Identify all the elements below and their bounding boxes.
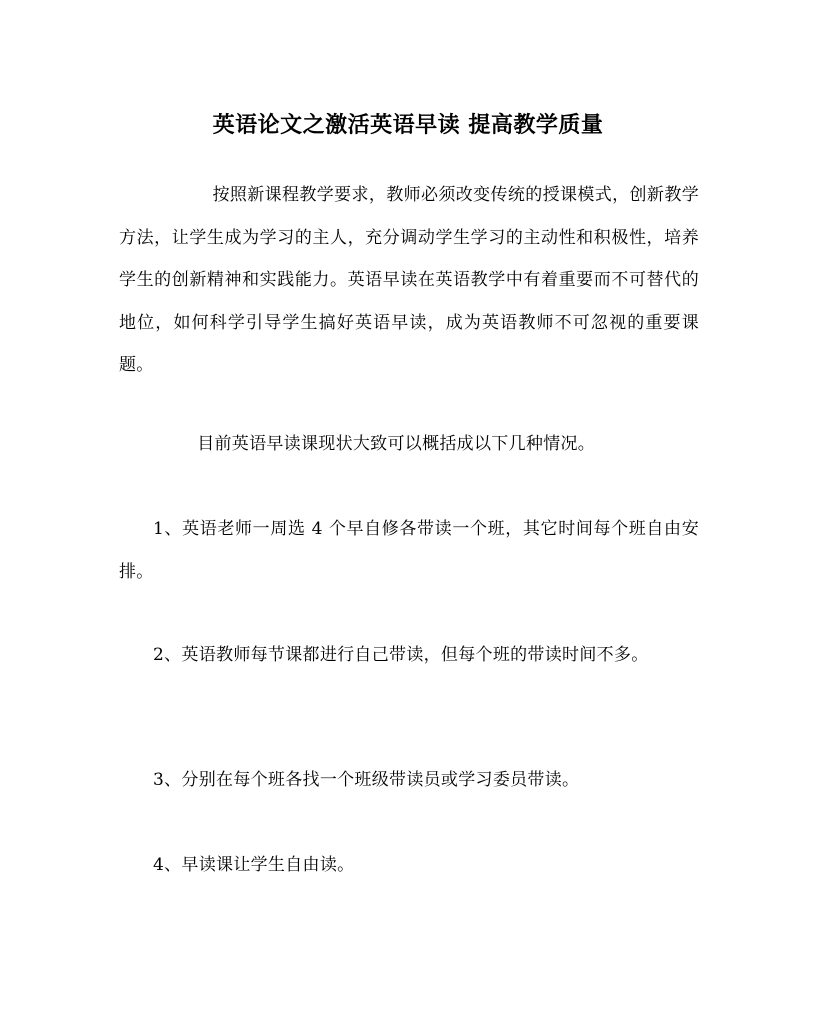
list-item: 1、英语老师一周选 4 个早自修各带读一个班，其它时间每个班自由安排。 — [119, 519, 699, 582]
intro-paragraph: 按照新课程教学要求，教师必须改变传统的授课模式，创新教学方法，让学生成为学习的主人，充分调动学生学习的主动性和积极性，培养学生的创新精神和实践能力。英语早读在英语教学中有着重要而不可替代的地位，如何科学引导学生搞好英语早读，成为英语教师不可忽视的重要课题。 — [119, 185, 699, 375]
list-item: 2、英语教师每节课都进行自己带读，但每个班的带读时间不多。 — [153, 645, 649, 665]
list-item: 4、早读课让学生自由读。 — [153, 855, 355, 875]
list-item: 3、分别在每个班各找一个班级带读员或学习委员带读。 — [153, 770, 580, 790]
current-state-paragraph: 目前英语早读课现状大致可以概括成以下几种情况。 — [197, 434, 596, 454]
document-title: 英语论文之激活英语早读 提高教学质量 — [212, 112, 604, 138]
